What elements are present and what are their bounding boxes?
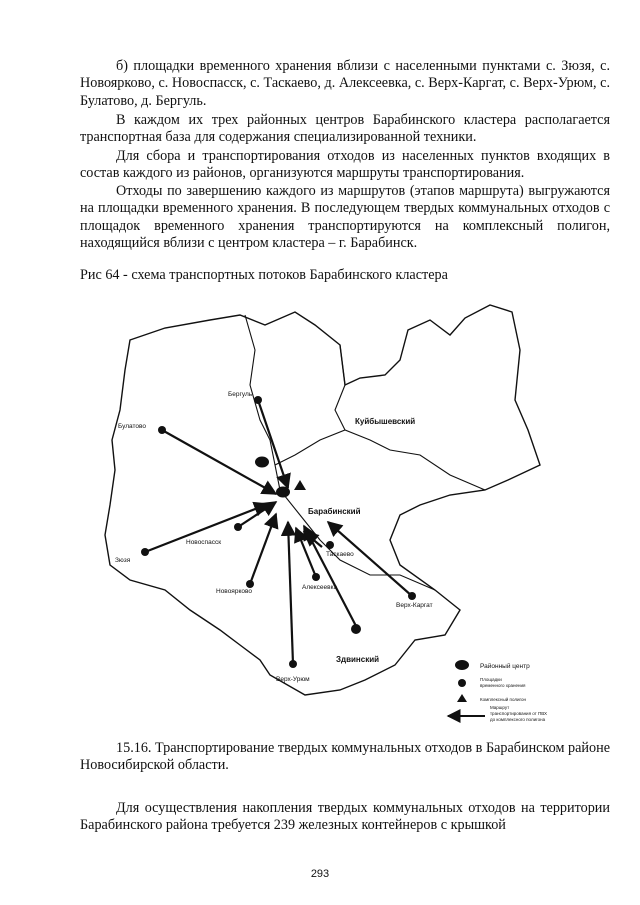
settlement-label-verkh-uryum: Верх-Урюм	[276, 676, 310, 683]
district-center-marker	[255, 457, 269, 468]
legend-district-center: Районный центр	[480, 663, 530, 670]
figure-caption: Рис 64 - схема транспортных потоков Барабинского кластера	[80, 267, 448, 283]
paragraph-routes: Для сбора и транспортирования отходов из населенных пунктов входящих в состав каждого из районов, организуются маршруты транспортирования.	[80, 148, 610, 182]
legend-route-3: до комплексного полигона	[490, 717, 546, 722]
complex-landfill-marker	[294, 480, 306, 490]
district-center-marker	[276, 487, 290, 498]
legend-temp-storage-1: Площадки	[480, 677, 502, 682]
paragraph-unloading: Отходы по завершению каждого из маршрутов (этапов маршрута) выгружаются на площадки временного хранения. В последующем твердых коммунальных отходов с площадок временного хранения транспортируются на комплексный полигон, находящийся вблизи с центром кластера – г. Барабинск.	[80, 183, 610, 252]
transport-flow-map	[90, 290, 560, 730]
region-label-zdvinsky: Здвинский	[336, 655, 380, 664]
paragraph-storage-sites: б) площадки временного хранения вблизи с населенными пунктами с. Зюзя, с. Новоярково, с. Новоспасск, с. Таскаево, д. Алексеевка, с. Верх-Каргат, с. Верх-Урюм, с. Булатово, д. Бергуль.	[80, 58, 610, 109]
page-number: 293	[310, 868, 330, 880]
settlement-label-zyuzya: Зюзя	[115, 557, 131, 564]
settlement-label-novoyarkovo: Новоярково	[216, 588, 252, 595]
settlement-label-alekseevka: Алексеевка	[302, 584, 338, 591]
settlement-label-novospassk: Новоспасск	[186, 539, 222, 546]
region-label-barabinsky: Барабинский	[308, 507, 361, 516]
legend-route-2: транспортирования от ПВХ	[490, 711, 548, 716]
map-legend	[448, 660, 547, 722]
section-heading: 15.16. Транспортирование твердых коммунальных отходов в Барабинском районе Новосибирской области.	[80, 740, 610, 774]
legend-complex-landfill: Комплексный полигон	[480, 697, 527, 702]
settlement-label-bergul: Бергуль	[228, 391, 253, 398]
district-border-west	[245, 315, 275, 465]
paragraph-transport-base: В каждом их трех районных центров Барабинского кластера располагается транспортная база для содержания специализированной техники.	[80, 112, 610, 146]
legend-temp-storage-2: временного хранения	[480, 683, 526, 688]
legend-route-1: Маршрут	[490, 705, 510, 710]
paragraph-containers: Для осуществления накопления твердых коммунальных отходов на территории Барабинского района требуется 239 железных контейнеров с крышкой	[80, 800, 610, 834]
district-border-north	[275, 430, 485, 490]
settlement-label-bulatovo: Булатово	[118, 423, 147, 430]
route-arrows	[145, 400, 412, 664]
settlement-label-taskaevo: Таскаево	[326, 551, 354, 558]
temp-storage-markers	[141, 396, 416, 668]
cluster-outline	[105, 305, 540, 695]
region-label-kuibyshevsky: Куйбышевский	[355, 417, 416, 426]
settlement-label-verkh-kargat: Верх-Каргат	[396, 602, 433, 609]
district-border-east	[335, 345, 345, 430]
